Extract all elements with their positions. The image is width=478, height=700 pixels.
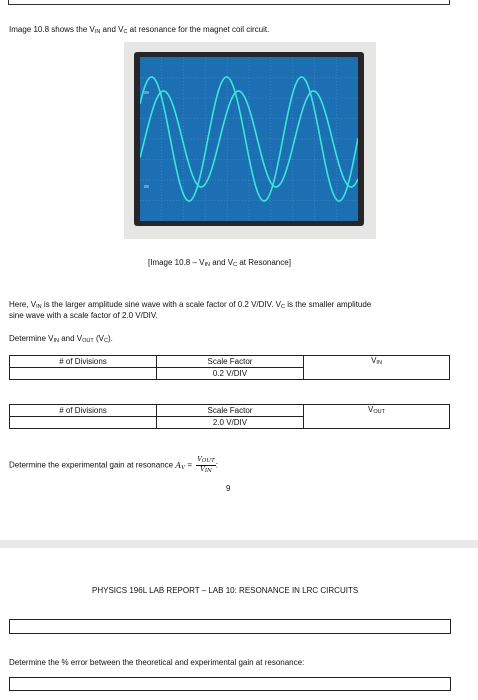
vin-scale-value: 0.2 V/DIV: [157, 368, 304, 380]
vin-table: [9, 355, 450, 380]
oscilloscope-traces: [140, 57, 358, 221]
oscilloscope-photo: [124, 42, 376, 239]
vin-divisions-cell[interactable]: [10, 368, 157, 380]
vout-divisions-cell[interactable]: [10, 417, 157, 429]
vin-header-scale: Scale Factor: [157, 356, 304, 368]
gain-question: Determine the experimental gain at resonance $A_V$ = $\frac{V_{OUT}}{V_{IN}}$ :: [9, 455, 218, 474]
previous-answer-box: [8, 0, 450, 5]
page-break: [0, 540, 478, 548]
channel-marker: [144, 185, 149, 188]
vin-header-v: $V_{IN}$: [304, 356, 450, 380]
vout-table: [9, 404, 450, 429]
gain-fraction: $\frac{V_{OUT}}{V_{IN}}$: [197, 455, 215, 474]
oscilloscope-screen: [140, 57, 358, 221]
page-number: 9: [226, 484, 231, 493]
vin-trace: [140, 77, 358, 201]
image-caption: [Image $10.8 - V_{IN}$ and $V_C$ at Resonance]: [148, 258, 291, 268]
intro-text: Image 10.8 shows the $V_{IN}$ and $V_C$ at resonance for the magnet coil circuit.: [9, 25, 270, 35]
page-header: PHYSICS 196L LAB REPORT – LAB 10: RESONANCE IN LRC CIRCUITS: [92, 586, 359, 595]
description-line-1: Here, $V_{IN}$ is the larger amplitude sine wave with a scale factor of 0.2 V/DIV. $V_C$ is the smaller amplitude: [9, 300, 372, 310]
percent-error-question: Determine the % error between the theoretical and experimental gain at resonance:: [9, 658, 305, 667]
gain-lhs: $A_V$: [175, 460, 186, 471]
vin-header-divisions: # of Divisions: [10, 356, 157, 368]
vout-header-v: $V_{OUT}$: [304, 405, 450, 429]
channel-marker: [144, 91, 149, 94]
percent-error-answer-box[interactable]: [9, 677, 451, 691]
gain-answer-box[interactable]: [9, 619, 451, 634]
description-line-2: sine wave with a scale factor of 2.0 V/DIV.: [9, 311, 158, 320]
oscilloscope-bezel: [134, 52, 364, 226]
vout-header-scale: Scale Factor: [157, 405, 304, 417]
determine-vin-vout: Determine $V_{IN}$ and $V_{OUT}$ $(V_C)$.: [9, 334, 113, 344]
vout-header-divisions: # of Divisions: [10, 405, 157, 417]
vout-scale-value: 2.0 V/DIV: [157, 417, 304, 429]
